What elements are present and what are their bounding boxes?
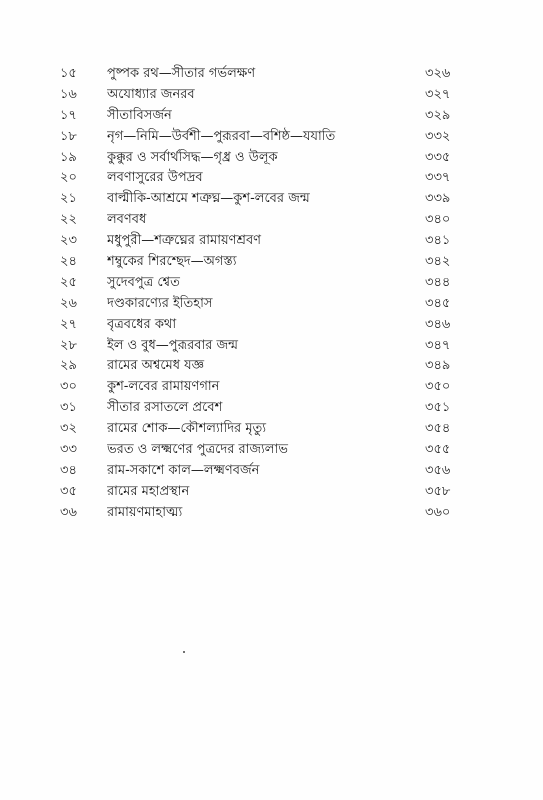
page-number: ৩৩৫ xyxy=(425,149,451,165)
page-number: ৩৪৭ xyxy=(425,337,451,353)
chapter-title: সীতার রসাতলে প্রবেশ xyxy=(107,400,223,416)
page-number: ৩২৯ xyxy=(425,107,451,123)
chapter-title: ভরত ও লক্ষ্মণের পুত্রদের রাজ্যলাভ xyxy=(107,442,288,458)
page-number: ৩৫৬ xyxy=(425,462,451,478)
toc-entry xyxy=(0,398,543,419)
page-number: ৩৬০ xyxy=(425,504,451,520)
page-number: ৩৪০ xyxy=(425,212,451,228)
page-number: ৩৪১ xyxy=(425,233,451,249)
page-number: ৩৪৪ xyxy=(425,274,451,290)
page-number: ৩৩২ xyxy=(425,128,451,144)
chapter-number: ২৮ xyxy=(60,337,77,353)
chapter-number: ১৯ xyxy=(60,149,77,165)
chapter-number: ১৫ xyxy=(60,66,77,81)
chapter-title: লবণাসুরের উপদ্রব xyxy=(107,170,203,186)
chapter-number: ২৭ xyxy=(60,316,77,332)
chapter-number: ২৯ xyxy=(60,358,77,374)
toc-entry xyxy=(0,168,543,189)
toc-entry xyxy=(0,106,543,127)
chapter-title: নৃগ—নিমি—উর্বশী—পুরূরবা—বশিষ্ঠ—যযাতি xyxy=(107,128,336,144)
toc-entry xyxy=(0,419,543,440)
chapter-title: রামের অশ্বমেধ যজ্ঞ xyxy=(107,358,205,374)
toc-entry xyxy=(0,231,543,252)
chapter-number: ৩২ xyxy=(60,421,77,437)
toc-entry xyxy=(0,377,543,398)
chapter-number: ১৬ xyxy=(60,86,77,102)
chapter-number: ৩৫ xyxy=(60,483,77,499)
chapter-title: সুদেবপুত্র শ্বেত xyxy=(107,274,180,290)
toc-entry xyxy=(0,64,543,85)
toc-entry xyxy=(0,503,543,524)
page-number: ৩৪২ xyxy=(425,254,451,270)
page-number: ৩২৭ xyxy=(425,86,451,102)
page-number: ৩৫৪ xyxy=(425,421,451,437)
chapter-title: দণ্ডকারণ্যের ইতিহাস xyxy=(107,295,213,311)
toc-entry xyxy=(0,336,543,357)
chapter-number: ২৪ xyxy=(60,254,77,270)
chapter-title: পুষ্পক রথ—সীতার গর্ভলক্ষণ xyxy=(107,66,256,81)
chapter-number: ২১ xyxy=(60,191,77,207)
chapter-number: ৩৩ xyxy=(60,442,77,458)
chapter-number: ২৫ xyxy=(60,274,77,290)
chapter-number: ৩৪ xyxy=(60,462,77,478)
chapter-title: কুক্কুর ও সর্বার্থসিদ্ধ—গৃধ্র ও উলূক xyxy=(107,149,278,165)
chapter-title: রামের শোক—কৌশল্যাদির মৃত্যু xyxy=(107,421,267,437)
page-number: ৩৩৭ xyxy=(425,170,451,186)
chapter-title: রাম-সকাশে কাল—লক্ষ্মণবর্জন xyxy=(107,462,260,478)
toc-entry xyxy=(0,440,543,461)
toc-entry xyxy=(0,189,543,210)
toc-entry xyxy=(0,210,543,231)
toc-entry xyxy=(0,294,543,315)
page-number: ৩৫৫ xyxy=(425,442,451,458)
toc-entry xyxy=(0,252,543,273)
toc-entry xyxy=(0,461,543,482)
chapter-title: বাল্মীকি-আশ্রমে শত্রুঘ্ন—কুশ-লবের জন্ম xyxy=(107,191,310,207)
chapter-title: রামের মহাপ্রস্থান xyxy=(107,483,190,499)
toc-entry xyxy=(0,148,543,169)
table-of-contents xyxy=(0,64,543,524)
chapter-title: মধুপুরী—শত্রুঘ্নের রামায়ণশ্রবণ xyxy=(107,233,262,249)
chapter-title: বৃত্রবধের কথা xyxy=(107,316,177,332)
toc-entry xyxy=(0,127,543,148)
chapter-title: শম্বুকের শিরশ্ছেদ—অগস্ত্য xyxy=(107,254,237,270)
page-number: ৩২৬ xyxy=(425,66,451,81)
chapter-title: লবণবধ xyxy=(107,212,147,228)
page-number: ৩৫০ xyxy=(425,379,451,395)
chapter-number: ২৩ xyxy=(60,233,77,249)
chapter-title: ইল ও বুধ—পুরূরবার জন্ম xyxy=(107,337,239,353)
chapter-title: অযোধ্যার জনরব xyxy=(107,86,195,102)
chapter-title: সীতাবিসর্জন xyxy=(107,107,172,123)
chapter-number: ২২ xyxy=(60,212,77,228)
chapter-title: রামায়ণমাহাত্ম্য xyxy=(107,504,183,520)
chapter-number: ২৬ xyxy=(60,295,77,311)
chapter-number: ২০ xyxy=(60,170,77,186)
page-number: ৩৪৫ xyxy=(425,295,451,311)
page-number: ৩৪৬ xyxy=(425,316,451,332)
toc-entry xyxy=(0,85,543,106)
toc-entry xyxy=(0,356,543,377)
page-number: ৩৩৯ xyxy=(425,191,451,207)
page-number: ৩৫১ xyxy=(425,400,451,416)
chapter-number: ১৮ xyxy=(60,128,77,144)
chapter-number: ১৭ xyxy=(60,107,77,123)
page-number: ৩৫৮ xyxy=(425,483,451,499)
chapter-number: ৩১ xyxy=(60,400,77,416)
chapter-title: কুশ-লবের রামায়ণগান xyxy=(107,379,220,395)
toc-entry xyxy=(0,315,543,336)
chapter-number: ৩০ xyxy=(60,379,77,395)
toc-entry xyxy=(0,273,543,294)
toc-entry xyxy=(0,482,543,503)
page-number: ৩৪৯ xyxy=(425,358,451,374)
chapter-number: ৩৬ xyxy=(60,504,77,520)
stray-mark xyxy=(183,651,185,653)
